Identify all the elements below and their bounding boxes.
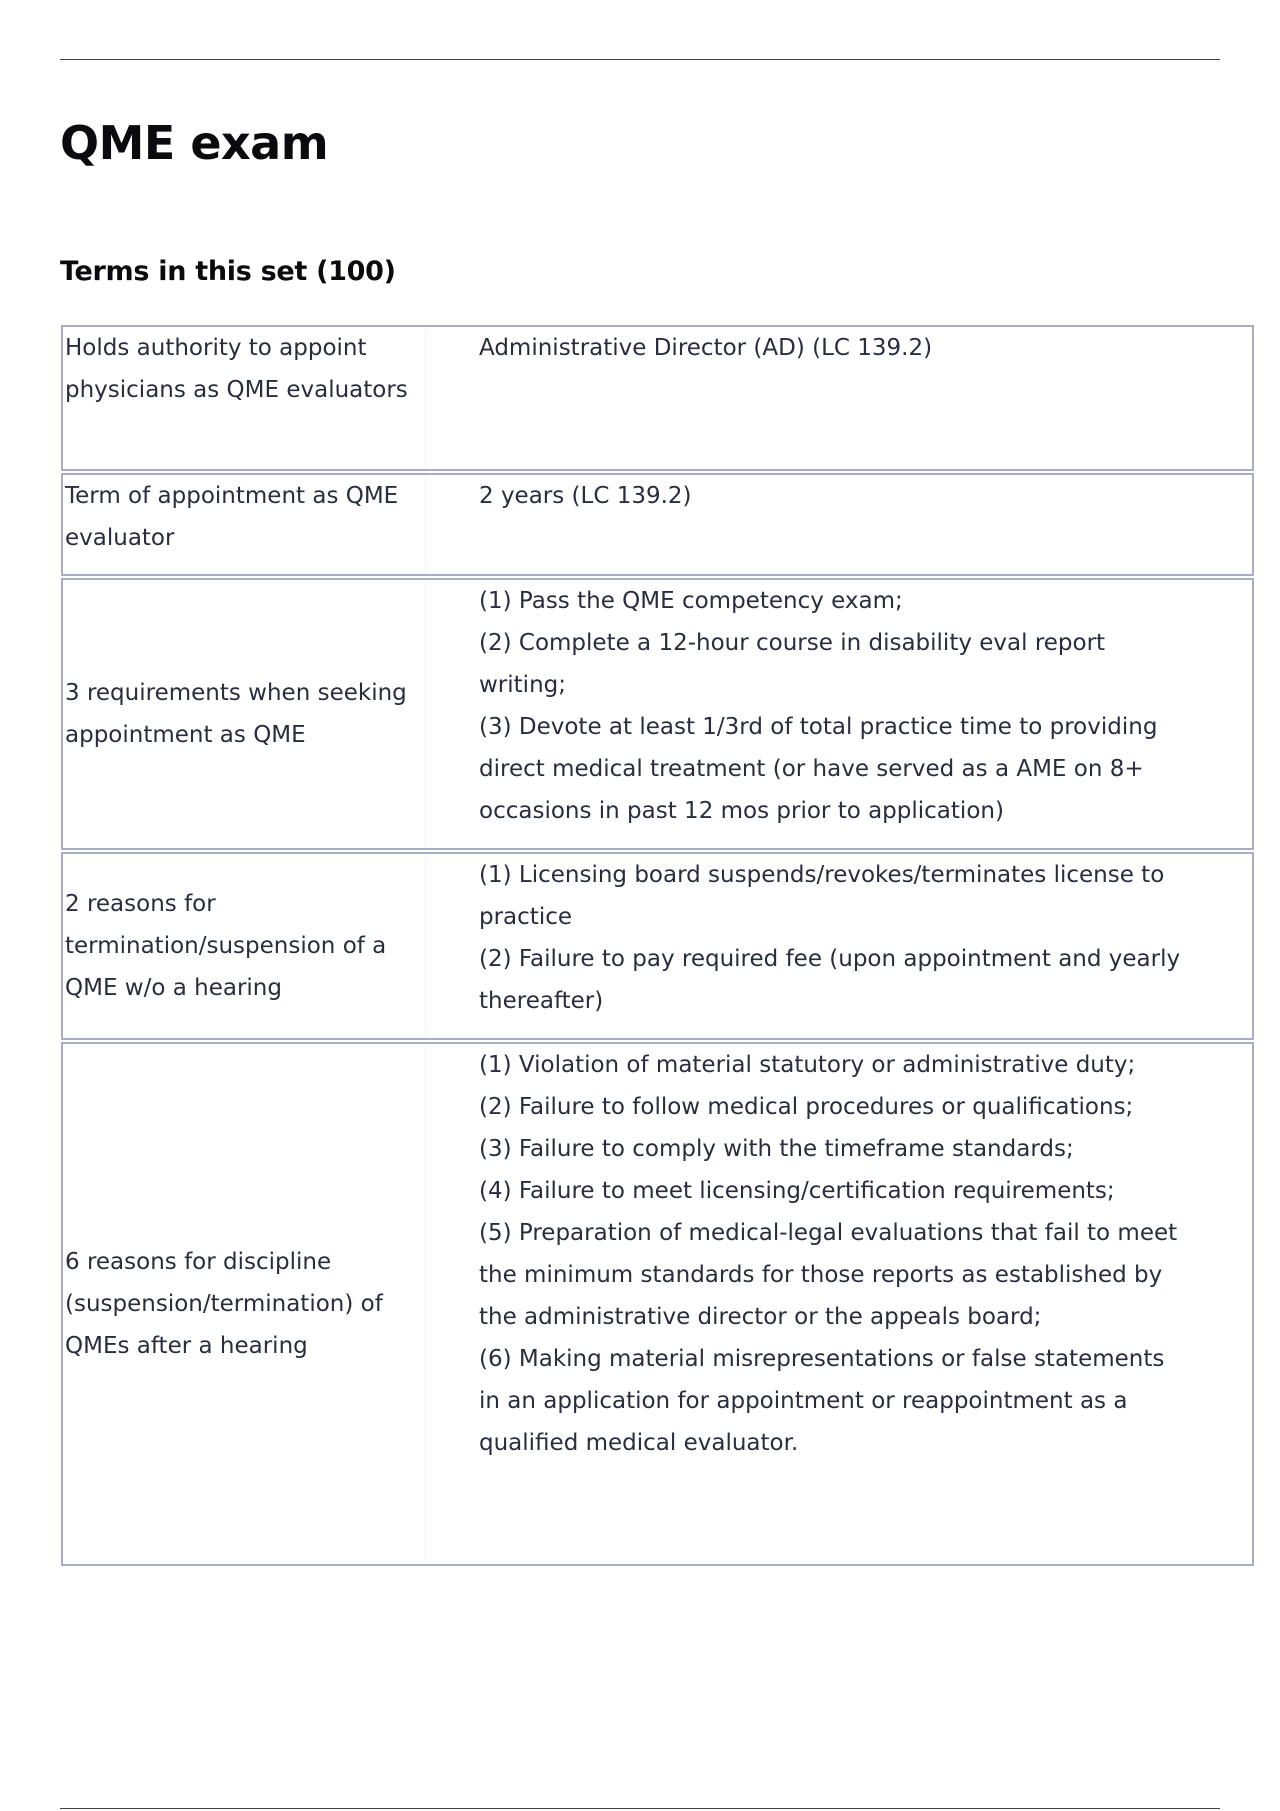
definition-line: (5) Preparation of medical-legal evaluations that fail to meet the minimum standards for those reports as established by the administrative director or the appeals board; <box>479 1220 1178 1330</box>
term-row <box>61 473 1254 576</box>
definition-text <box>426 580 1252 848</box>
definition-line: Administrative Director (AD) (LC 139.2) <box>479 335 933 361</box>
definition-line: (1) Pass the QME competency exam; <box>479 588 903 614</box>
term-text: 6 reasons for discipline (suspension/termination) of QMEs after a hearing <box>63 1044 426 1564</box>
definition-line: (1) Licensing board suspends/revokes/terminates license to practice <box>479 862 1165 930</box>
term-text: Holds authority to appoint physicians as QME evaluators <box>63 327 426 469</box>
definition-line: (2) Failure to pay required fee (upon appointment and yearly thereafter) <box>479 946 1181 1014</box>
definition-line: (1) Violation of material statutory or administrative duty; <box>479 1052 1136 1078</box>
definition-text <box>426 1044 1252 1564</box>
term-text: 2 reasons for termination/suspension of a QME w/o a hearing <box>63 854 426 1038</box>
term-text: 3 requirements when seeking appointment as QME <box>63 580 426 848</box>
term-row <box>61 852 1254 1040</box>
bottom-divider <box>60 1808 1220 1809</box>
top-divider <box>60 59 1220 60</box>
term-row <box>61 578 1254 850</box>
definition-text <box>426 475 1252 574</box>
definition-text <box>426 854 1252 1038</box>
terms-count-heading: Terms in this set (100) <box>60 256 396 287</box>
definition-line: 2 years (LC 139.2) <box>479 483 692 509</box>
definition-line: (2) Failure to follow medical procedures or qualifications; <box>479 1094 1134 1120</box>
definition-line: (3) Devote at least 1/3rd of total practice time to providing direct medical treatment (or have served as a AME on 8+ occasions in past 12 mos prior to application) <box>479 714 1158 824</box>
definition-line: (6) Making material misrepresentations or false statements in an application for appointment or reappointment as a qualified medical evaluator. <box>479 1346 1165 1456</box>
definition-line: (2) Complete a 12-hour course in disability eval report writing; <box>479 630 1106 698</box>
page-title: QME exam <box>60 116 329 170</box>
definition-line: (4) Failure to meet licensing/certification requirements; <box>479 1178 1115 1204</box>
term-row <box>61 1042 1254 1566</box>
definition-text <box>426 327 1252 469</box>
term-text: Term of appointment as QME evaluator <box>63 475 426 574</box>
term-row <box>61 325 1254 471</box>
terms-table <box>61 325 1254 1568</box>
definition-line: (3) Failure to comply with the timeframe standards; <box>479 1136 1074 1162</box>
